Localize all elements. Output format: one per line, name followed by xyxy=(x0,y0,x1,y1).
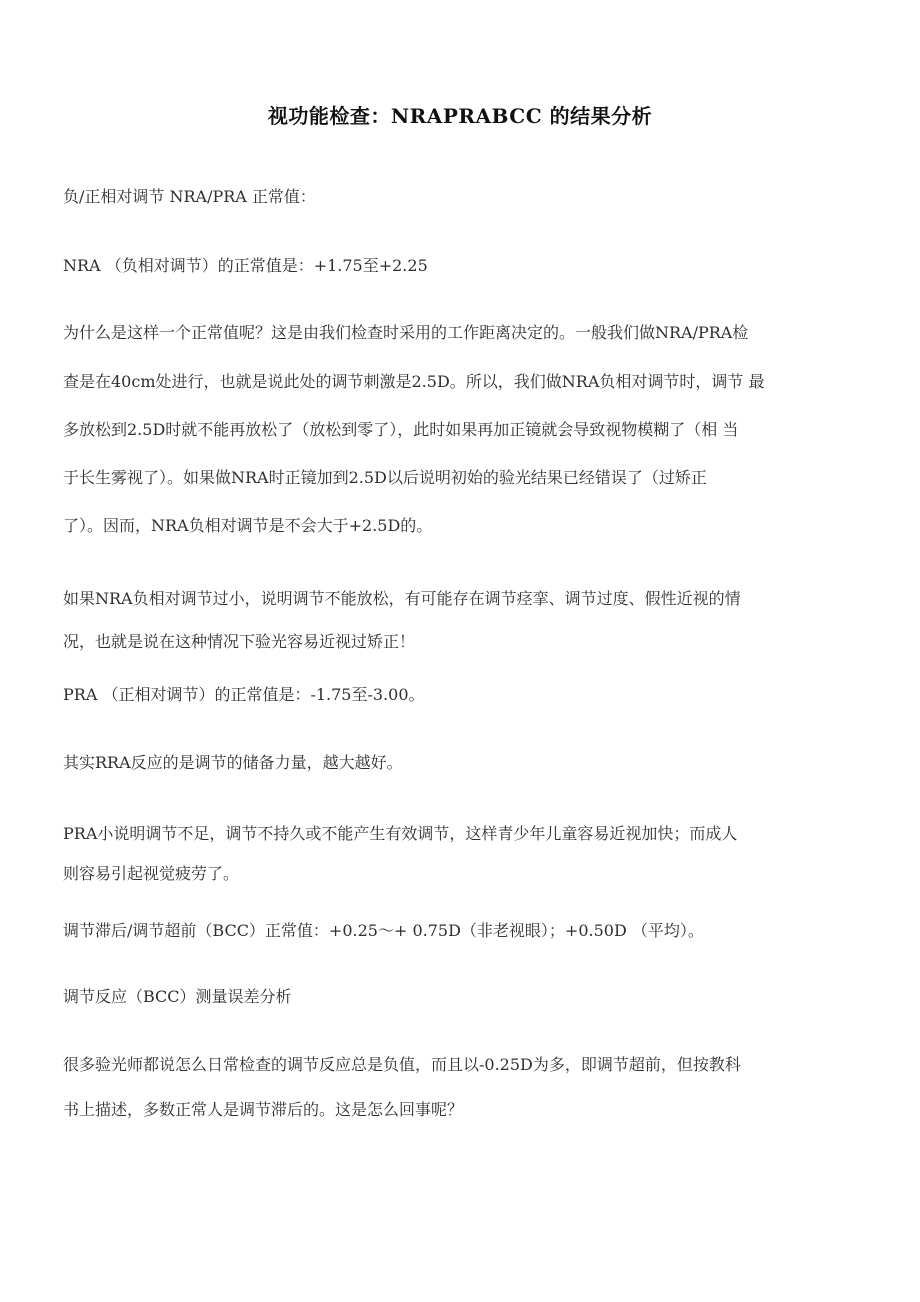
document-title: 视功能检查：NRAPRABCC 的结果分析 xyxy=(267,104,653,128)
paragraph-line: PRA小说明调节不足，调节不持久或不能产生有效调节，这样青少年儿童容易近视加快；而成人 xyxy=(63,824,738,843)
paragraph-line-bcc-normal: 调节滞后/调节超前（BCC）正常值：+0.25〜+ 0.75D（非老视眼）；+0.50D （平均）。 xyxy=(63,921,704,940)
paragraph-line: 于长生雾视了）。如果做NRA时正镜加到2.5D以后说明初始的验光结果已经错误了（过矫正 xyxy=(63,468,707,487)
section-heading-bcc-error: 调节反应（BCC）测量误差分析 xyxy=(63,987,292,1006)
paragraph-line-nra-normal: NRA （负相对调节）的正常值是：+1.75至+2.25 xyxy=(63,256,428,275)
paragraph-line-pra-normal: PRA （正相对调节）的正常值是：-1.75至-3.00。 xyxy=(63,685,425,704)
paragraph-line: 如果NRA负相对调节过小，说明调节不能放松，有可能存在调节痉挛、调节过度、假性近视的情 xyxy=(63,589,741,608)
paragraph-line: 书上描述，多数正常人是调节滞后的。这是怎么回事呢？ xyxy=(63,1100,464,1119)
paragraph-line: 则容易引起视觉疲劳了。 xyxy=(63,864,240,883)
paragraph-line-nra-pra-heading: 负/正相对调节 NRA/PRA 正常值： xyxy=(63,187,316,206)
paragraph-line: 为什么是这样一个正常值呢？这是由我们检查时采用的工作距离决定的。一般我们做NRA/PRA检 xyxy=(63,323,749,342)
paragraph-line: 很多验光师都说怎么日常检查的调节反应总是负值，而且以-0.25D为多，即调节超前，但按教科 xyxy=(63,1055,741,1074)
paragraph-line: 多放松到2.5D时就不能再放松了（放松到零了），此时如果再加正镜就会导致视物模糊了（相 当 xyxy=(63,420,739,439)
paragraph-line: 了）。因而，NRA负相对调节是不会大于+2.5D的。 xyxy=(63,516,433,535)
paragraph-line: 查是在40cm处进行，也就是说此处的调节刺激是2.5D。所以，我们做NRA负相对调节时，调节 最 xyxy=(63,372,765,391)
paragraph-line: 其实RRA反应的是调节的储备力量，越大越好。 xyxy=(63,753,403,772)
paragraph-line: 况，也就是说在这种情况下验光容易近视过矫正！ xyxy=(63,632,416,651)
